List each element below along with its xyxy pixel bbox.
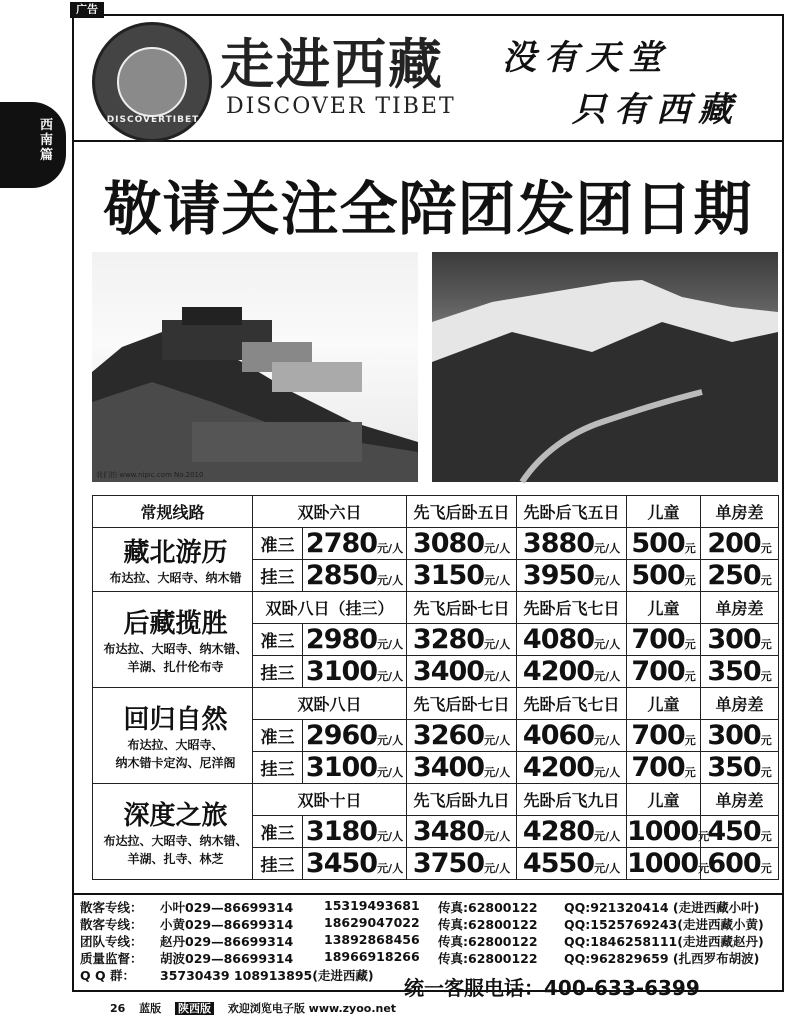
- qq-group-label: Q Q 群：: [80, 968, 135, 983]
- price-value: 4280: [522, 816, 595, 847]
- route-desc: 羊湖、扎什伦布寺: [127, 660, 224, 674]
- ad-tag: 广告: [70, 2, 104, 18]
- price-unit: 元: [760, 542, 772, 555]
- contact-phone: 小黄029—86699314: [160, 917, 294, 932]
- price-unit: 元: [684, 638, 696, 651]
- edition-logo: 陕西版: [175, 1002, 214, 1015]
- price-cell: [517, 560, 627, 592]
- price-value: 2960: [305, 720, 378, 751]
- price-value: 700: [631, 720, 685, 751]
- price-unit: 元: [760, 670, 772, 683]
- price-cell: [407, 720, 517, 752]
- subheader-fly-first: 先飞后卧九日: [407, 784, 517, 816]
- price-cell: [627, 720, 701, 752]
- subheader-fly-first: 先飞后卧七日: [407, 592, 517, 624]
- subheader-train-first: 先卧后飞九日: [517, 784, 627, 816]
- subheader-train-first: 先卧后飞七日: [517, 688, 627, 720]
- price-cell: [303, 560, 407, 592]
- price-unit: 元: [760, 638, 772, 651]
- price-cell: [303, 656, 407, 688]
- column-header-train-first: 先卧后飞五日: [517, 496, 627, 528]
- slogan-line-1: 没有天堂: [502, 38, 670, 78]
- price-value: 500: [631, 560, 685, 591]
- section-tab-char: 篇: [40, 148, 54, 163]
- price-unit: 元: [684, 574, 696, 587]
- price-cell: [407, 752, 517, 784]
- route-name: 回归自然: [123, 705, 228, 735]
- contact-fax: 传真:62800122: [438, 934, 538, 949]
- price-unit: 元/人: [594, 670, 621, 683]
- price-unit: 元/人: [377, 734, 404, 747]
- price-value: 3180: [305, 816, 378, 847]
- price-cell: [701, 560, 779, 592]
- price-value: 3080: [412, 528, 485, 559]
- hotel-grade: 准三: [253, 720, 303, 752]
- price-cell: [303, 720, 407, 752]
- price-cell: [627, 528, 701, 560]
- price-cell: [517, 528, 627, 560]
- page-number: 26: [110, 1002, 126, 1015]
- price-cell: [303, 752, 407, 784]
- price-cell: [701, 656, 779, 688]
- seal-emblem: [117, 47, 187, 117]
- price-value: 300: [707, 720, 761, 751]
- contact-qq: QQ:921320414 (走进西藏小叶): [564, 900, 760, 915]
- price-cell: [303, 848, 407, 880]
- price-value: 350: [707, 656, 761, 687]
- contact-mobile: 13892868456: [324, 932, 420, 947]
- seal-text: DISCOVERTIBET: [106, 115, 200, 125]
- price-unit: 元: [760, 830, 772, 843]
- contact-fax: 传真:62800122: [438, 900, 538, 915]
- price-cell: [627, 848, 710, 880]
- price-value: 3480: [412, 816, 485, 847]
- subheader-single-room: 单房差: [701, 784, 779, 816]
- brand-name-en: DISCOVER TIBET: [226, 94, 456, 119]
- price-unit: 元: [684, 766, 696, 779]
- slogan-line-2: 只有西藏: [572, 90, 740, 130]
- headline: 敬请关注全陪团发团日期: [103, 175, 753, 243]
- contact-qq: QQ:1846258111(走进西藏赵丹): [564, 934, 764, 949]
- price-value: 700: [631, 624, 685, 655]
- contact-phone: 小叶029—86699314: [160, 900, 294, 915]
- price-cell: [701, 720, 779, 752]
- hotel-grade: 挂三: [253, 848, 303, 880]
- price-value: 3400: [412, 656, 485, 687]
- price-unit: 元/人: [484, 670, 511, 683]
- column-header-route: 常规线路: [93, 496, 253, 528]
- column-header-child: 儿童: [627, 496, 701, 528]
- price-unit: 元/人: [594, 574, 621, 587]
- price-unit: 元/人: [594, 766, 621, 779]
- price-unit: 元/人: [594, 862, 621, 875]
- contact-fax: 传真:62800122: [438, 951, 538, 966]
- price-table: [92, 495, 779, 880]
- price-cell: [517, 816, 627, 848]
- price-cell: [407, 656, 517, 688]
- price-value: 2850: [305, 560, 378, 591]
- price-unit: 元: [684, 542, 696, 555]
- route-cell: [93, 784, 253, 880]
- subheader-train-first: 先卧后飞七日: [517, 592, 627, 624]
- subheader-child: 儿童: [627, 592, 701, 624]
- price-unit: 元/人: [594, 638, 621, 651]
- price-unit: 元: [684, 734, 696, 747]
- subheader-single-room: 单房差: [701, 592, 779, 624]
- price-cell: [701, 752, 779, 784]
- hotel-grade: 准三: [253, 816, 303, 848]
- price-cell: [627, 656, 701, 688]
- price-value: 2780: [305, 528, 378, 559]
- price-value: 3150: [412, 560, 485, 591]
- price-unit: 元: [760, 574, 772, 587]
- route-cell: [93, 528, 253, 592]
- price-unit: 元/人: [594, 830, 621, 843]
- section-tab: [0, 102, 66, 188]
- price-value: 4080: [522, 624, 595, 655]
- contact-label: 散客专线：: [80, 917, 143, 932]
- price-unit: 元: [760, 766, 772, 779]
- price-cell: [627, 560, 701, 592]
- price-value: 1000: [627, 848, 699, 879]
- hotel-grade: 挂三: [253, 560, 303, 592]
- subheader-days: 双卧十日: [253, 784, 407, 816]
- route-cell: [93, 688, 253, 784]
- price-cell: [627, 816, 710, 848]
- price-cell: [407, 528, 517, 560]
- price-value: 3280: [412, 624, 485, 655]
- price-unit: 元/人: [484, 862, 511, 875]
- route-desc: 布达拉、大昭寺、纳木错、: [103, 834, 248, 848]
- price-value: 200: [707, 528, 761, 559]
- table-subheader-row: [93, 592, 779, 624]
- price-cell: [407, 560, 517, 592]
- route-desc: 羊湖、扎寺、林芝: [127, 852, 224, 866]
- price-unit: 元/人: [377, 862, 404, 875]
- price-cell: [627, 624, 701, 656]
- subheader-child: 儿童: [627, 784, 701, 816]
- discover-tibet-seal-logo: [92, 22, 212, 142]
- price-unit: 元/人: [484, 734, 511, 747]
- table-header-row: [93, 496, 779, 528]
- price-value: 3260: [412, 720, 485, 751]
- ad-header: [74, 16, 782, 142]
- subheader-days: 双卧八日: [253, 688, 407, 720]
- footer-text: 欢迎浏览电子版 www.zyoo.net: [227, 1002, 397, 1015]
- subheader-child: 儿童: [627, 688, 701, 720]
- price-cell: [517, 624, 627, 656]
- price-value: 4200: [522, 752, 595, 783]
- mountain-valley-illustration: [432, 252, 778, 482]
- contact-phone: 胡波029—86699314: [160, 951, 294, 966]
- price-unit: 元/人: [377, 766, 404, 779]
- hotel-grade: 挂三: [253, 752, 303, 784]
- contact-mobile: 18966918266: [324, 949, 420, 964]
- price-value: 4060: [522, 720, 595, 751]
- contact-qq: QQ:962829659 (扎西罗布胡波): [564, 951, 760, 966]
- price-cell: [627, 752, 701, 784]
- section-tab-char: 西: [40, 118, 54, 133]
- price-cell: [303, 624, 407, 656]
- price-unit: 元: [684, 670, 696, 683]
- section-tab-char: 南: [40, 133, 54, 148]
- contact-phone: 赵丹029—86699314: [160, 934, 294, 949]
- price-value: 250: [707, 560, 761, 591]
- price-unit: 元/人: [377, 670, 404, 683]
- price-value: 3100: [305, 752, 378, 783]
- potala-palace-photo: [92, 252, 418, 482]
- column-header-single-room: 单房差: [701, 496, 779, 528]
- subheader-fly-first: 先飞后卧七日: [407, 688, 517, 720]
- price-unit: 元/人: [594, 542, 621, 555]
- price-cell: [701, 848, 779, 880]
- price-value: 3880: [522, 528, 595, 559]
- price-unit: 元: [698, 862, 710, 875]
- price-unit: 元: [698, 830, 710, 843]
- price-unit: 元/人: [484, 542, 511, 555]
- hotel-grade: 准三: [253, 624, 303, 656]
- price-unit: 元/人: [484, 830, 511, 843]
- price-value: 3950: [522, 560, 595, 591]
- price-value: 350: [707, 752, 761, 783]
- column-header-days: 双卧六日: [253, 496, 407, 528]
- price-value: 4550: [522, 848, 595, 879]
- column-header-fly-first: 先飞后卧五日: [407, 496, 517, 528]
- contact-fax: 传真:62800122: [438, 917, 538, 932]
- route-desc: 纳木错卡定沟、尼洋阁: [115, 756, 236, 770]
- subheader-days: 双卧八日（挂三）: [253, 592, 407, 624]
- price-cell: [517, 752, 627, 784]
- price-unit: 元/人: [377, 830, 404, 843]
- contact-qq: QQ:1525769243(走进西藏小黄): [564, 917, 764, 932]
- price-unit: 元: [760, 862, 772, 875]
- route-desc: 布达拉、大昭寺、纳木错、: [103, 642, 248, 656]
- price-unit: 元/人: [377, 574, 404, 587]
- price-unit: 元/人: [377, 542, 404, 555]
- service-hotline: 统一客服电话：400-633-6399: [404, 976, 700, 1000]
- price-value: 300: [707, 624, 761, 655]
- hotel-grade: 挂三: [253, 656, 303, 688]
- price-value: 3400: [412, 752, 485, 783]
- table-subheader-row: [93, 688, 779, 720]
- price-cell: [701, 624, 779, 656]
- price-unit: 元/人: [594, 734, 621, 747]
- contact-mobile: 18629047022: [324, 915, 420, 930]
- price-value: 600: [707, 848, 761, 879]
- price-unit: 元/人: [484, 638, 511, 651]
- price-value: 700: [631, 752, 685, 783]
- contact-label: 质量监督：: [80, 951, 143, 966]
- price-cell: [303, 816, 407, 848]
- table-subheader-row: [93, 784, 779, 816]
- price-value: 3450: [305, 848, 378, 879]
- price-cell: [701, 816, 779, 848]
- route-cell: [93, 592, 253, 688]
- price-cell: [701, 528, 779, 560]
- mountain-valley-photo: [432, 252, 778, 482]
- edition-label: 蓝版: [139, 1002, 162, 1015]
- price-cell: [517, 848, 627, 880]
- contact-label: 团队专线：: [80, 934, 143, 949]
- hotel-grade: 准三: [253, 528, 303, 560]
- price-unit: 元/人: [377, 638, 404, 651]
- price-cell: [517, 656, 627, 688]
- table-row: [93, 528, 779, 560]
- price-unit: 元: [760, 734, 772, 747]
- price-cell: [303, 528, 407, 560]
- page-footer: [110, 1000, 406, 1016]
- route-name: 深度之旅: [123, 801, 228, 831]
- route-name: 后藏揽胜: [123, 609, 228, 639]
- price-value: 3750: [412, 848, 485, 879]
- brand-name-cn: 走进西藏: [220, 32, 444, 96]
- qq-group-value: 35730439 108913895(走进西藏): [160, 968, 374, 983]
- subheader-single-room: 单房差: [701, 688, 779, 720]
- route-desc: 布达拉、大昭寺、纳木错: [109, 571, 242, 585]
- price-value: 700: [631, 656, 685, 687]
- price-cell: [407, 816, 517, 848]
- price-value: 1000: [627, 816, 699, 847]
- route-name: 藏北游历: [123, 538, 228, 568]
- potala-palace-illustration: [92, 252, 418, 482]
- contact-mobile: 15319493681: [324, 898, 420, 913]
- route-desc: 布达拉、大昭寺、: [127, 738, 224, 752]
- price-cell: [407, 624, 517, 656]
- price-cell: [407, 848, 517, 880]
- photo-caption: 我们拍 www.nipic.com No.2010: [96, 471, 204, 479]
- price-cell: [517, 720, 627, 752]
- price-unit: 元/人: [484, 766, 511, 779]
- price-value: 4200: [522, 656, 595, 687]
- price-unit: 元/人: [484, 574, 511, 587]
- price-value: 3100: [305, 656, 378, 687]
- price-value: 500: [631, 528, 685, 559]
- price-value: 2980: [305, 624, 378, 655]
- contact-label: 散客专线：: [80, 900, 143, 915]
- price-value: 450: [707, 816, 761, 847]
